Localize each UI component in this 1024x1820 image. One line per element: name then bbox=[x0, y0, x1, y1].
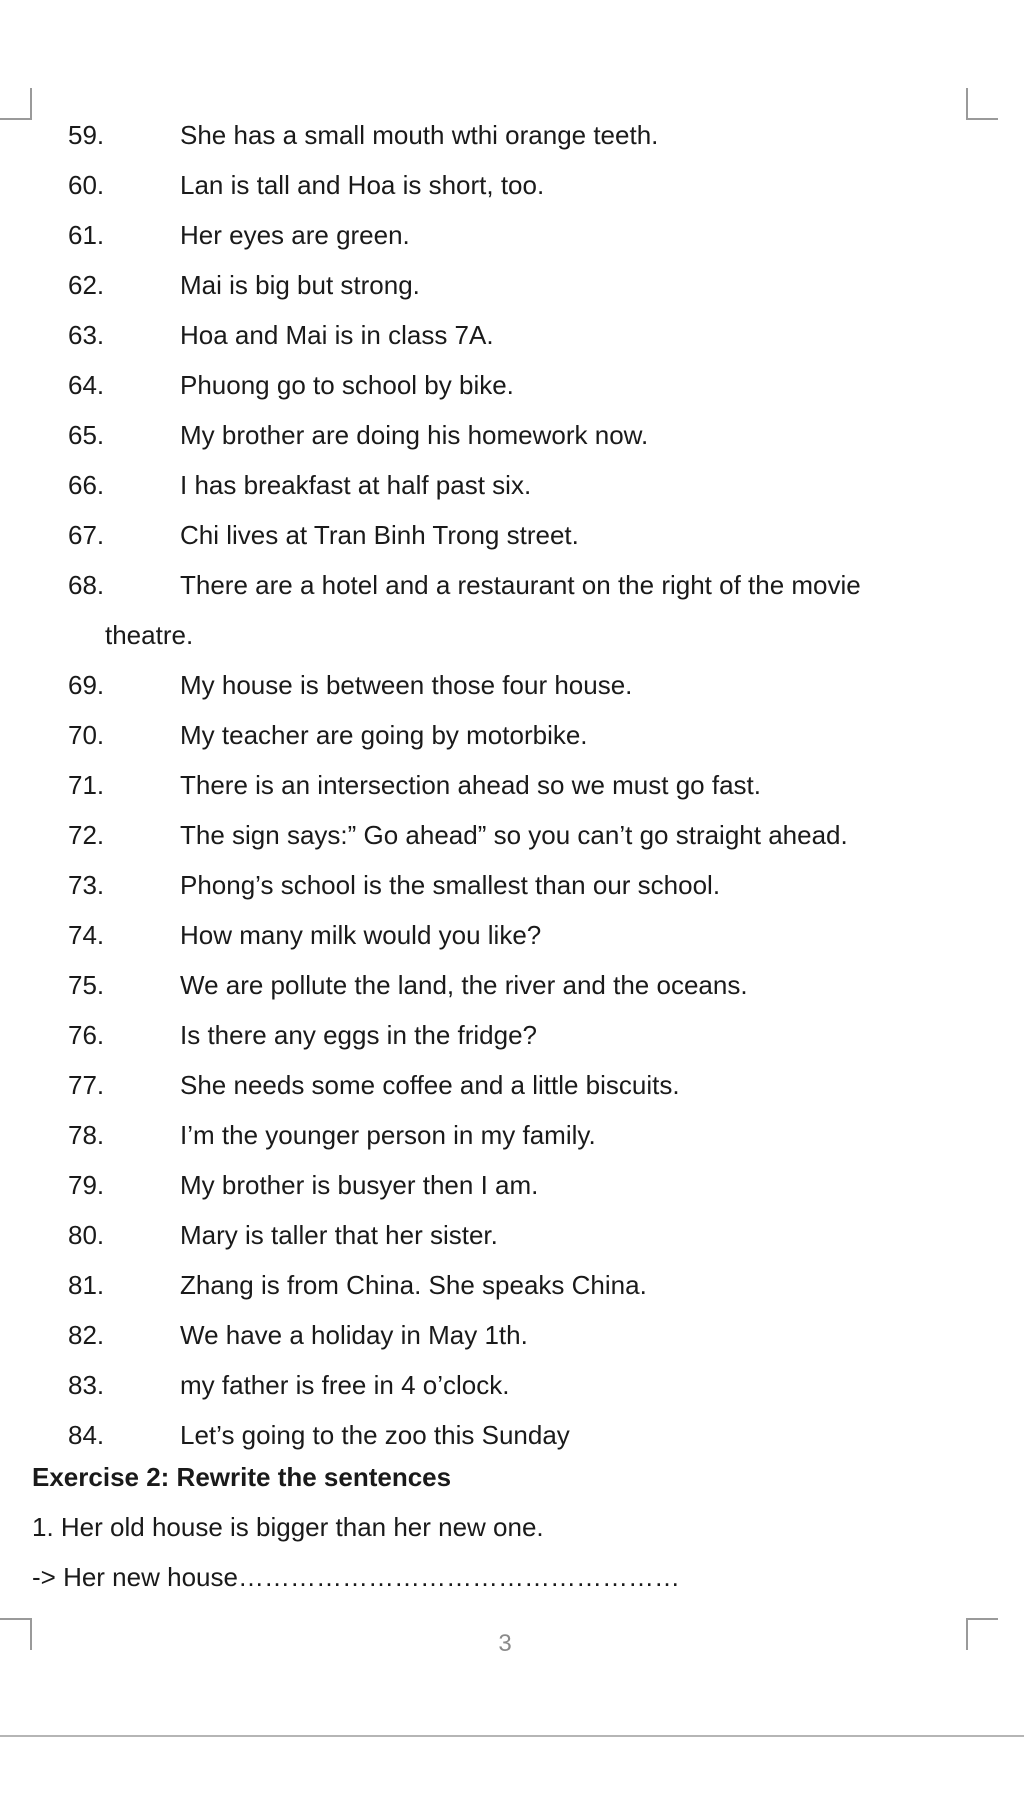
exercise-heading: Exercise 2: Rewrite the sentences bbox=[32, 1462, 452, 1492]
list-item bbox=[0, 210, 1024, 260]
list-item bbox=[0, 810, 1024, 860]
item-number: 83. bbox=[68, 1370, 105, 1400]
item-number: 63. bbox=[68, 320, 105, 350]
item-text: How many milk would you like? bbox=[180, 920, 542, 950]
list-item bbox=[0, 1310, 1024, 1360]
item-number: 59. bbox=[68, 120, 105, 150]
item-text: My brother are doing his homework now. bbox=[180, 420, 649, 450]
item-number: 69. bbox=[68, 670, 105, 700]
item-text: There is an intersection ahead so we must go fast. bbox=[180, 770, 761, 800]
list-item bbox=[0, 960, 1024, 1010]
item-text: I’m the younger person in my family. bbox=[180, 1120, 596, 1150]
item-text: My brother is busyer then I am. bbox=[180, 1170, 539, 1200]
item-number: 66. bbox=[68, 470, 105, 500]
item-text: Is there any eggs in the fridge? bbox=[180, 1020, 538, 1050]
list-item bbox=[0, 1110, 1024, 1160]
item-text: Let’s going to the zoo this Sunday bbox=[180, 1420, 570, 1450]
page-divider bbox=[0, 1735, 1024, 1737]
item-text: My teacher are going by motorbike. bbox=[180, 720, 588, 750]
item-number: 60. bbox=[68, 170, 105, 200]
item-text: Mary is taller that her sister. bbox=[180, 1220, 498, 1250]
page-number: 3 bbox=[498, 1630, 512, 1657]
item-number: 68. bbox=[68, 570, 105, 600]
item-text: Hoa and Mai is in class 7A. bbox=[180, 320, 494, 350]
item-text: Lan is tall and Hoa is short, too. bbox=[180, 170, 545, 200]
list-item bbox=[0, 1160, 1024, 1210]
item-number: 67. bbox=[68, 520, 105, 550]
list-item bbox=[0, 1210, 1024, 1260]
item-number: 62. bbox=[68, 270, 105, 300]
item-text: The sign says:” Go ahead” so you can’t go straight ahead. bbox=[180, 820, 848, 850]
item-number: 73. bbox=[68, 870, 105, 900]
item-number: 61. bbox=[68, 220, 105, 250]
list-item bbox=[0, 460, 1024, 510]
item-text: my father is free in 4 o’clock. bbox=[180, 1370, 510, 1400]
item-number: 74. bbox=[68, 920, 105, 950]
list-item bbox=[0, 410, 1024, 460]
item-text: She needs some coffee and a little biscuits. bbox=[180, 1070, 680, 1100]
item-text: My house is between those four house. bbox=[180, 670, 633, 700]
list-item bbox=[0, 510, 1024, 560]
item-text: Phong’s school is the smallest than our school. bbox=[180, 870, 721, 900]
item-text: We have a holiday in May 1th. bbox=[180, 1320, 528, 1350]
item-number: 82. bbox=[68, 1320, 105, 1350]
item-text: Phuong go to school by bike. bbox=[180, 370, 514, 400]
item-text: She has a small mouth wthi orange teeth. bbox=[180, 120, 659, 150]
list-item bbox=[0, 660, 1024, 710]
list-item bbox=[0, 1060, 1024, 1110]
item-number: 79. bbox=[68, 1170, 105, 1200]
list-item bbox=[0, 360, 1024, 410]
item-number: 78. bbox=[68, 1120, 105, 1150]
exercise-question: 1. Her old house is bigger than her new one. bbox=[32, 1512, 544, 1542]
item-number: 77. bbox=[68, 1070, 105, 1100]
item-number: 84. bbox=[68, 1420, 105, 1450]
list-item bbox=[0, 160, 1024, 210]
item-text: Mai is big but strong. bbox=[180, 270, 420, 300]
exercise-answer-line: -> Her new house…………………………………………… bbox=[32, 1562, 680, 1592]
list-item bbox=[0, 110, 1024, 160]
list-item bbox=[0, 710, 1024, 760]
item-text: Her eyes are green. bbox=[180, 220, 410, 250]
item-text: There are a hotel and a restaurant on the right of the movie bbox=[180, 570, 861, 600]
item-number: 65. bbox=[68, 420, 105, 450]
sentence-list bbox=[0, 110, 1024, 1460]
list-item bbox=[0, 760, 1024, 810]
list-item bbox=[0, 560, 1024, 660]
list-item bbox=[0, 1360, 1024, 1410]
item-number: 81. bbox=[68, 1270, 105, 1300]
item-number: 70. bbox=[68, 720, 105, 750]
list-item bbox=[0, 260, 1024, 310]
list-item bbox=[0, 1260, 1024, 1310]
item-number: 72. bbox=[68, 820, 105, 850]
item-text-continuation: theatre. bbox=[105, 620, 194, 650]
list-item bbox=[0, 310, 1024, 360]
item-number: 80. bbox=[68, 1220, 105, 1250]
item-text: Zhang is from China. She speaks China. bbox=[180, 1270, 647, 1300]
list-item bbox=[0, 1010, 1024, 1060]
item-number: 76. bbox=[68, 1020, 105, 1050]
item-number: 64. bbox=[68, 370, 105, 400]
item-text: I has breakfast at half past six. bbox=[180, 470, 532, 500]
item-text: We are pollute the land, the river and the oceans. bbox=[180, 970, 748, 1000]
item-number: 75. bbox=[68, 970, 105, 1000]
list-item bbox=[0, 910, 1024, 960]
item-text: Chi lives at Tran Binh Trong street. bbox=[180, 520, 579, 550]
list-item bbox=[0, 860, 1024, 910]
item-number: 71. bbox=[68, 770, 105, 800]
